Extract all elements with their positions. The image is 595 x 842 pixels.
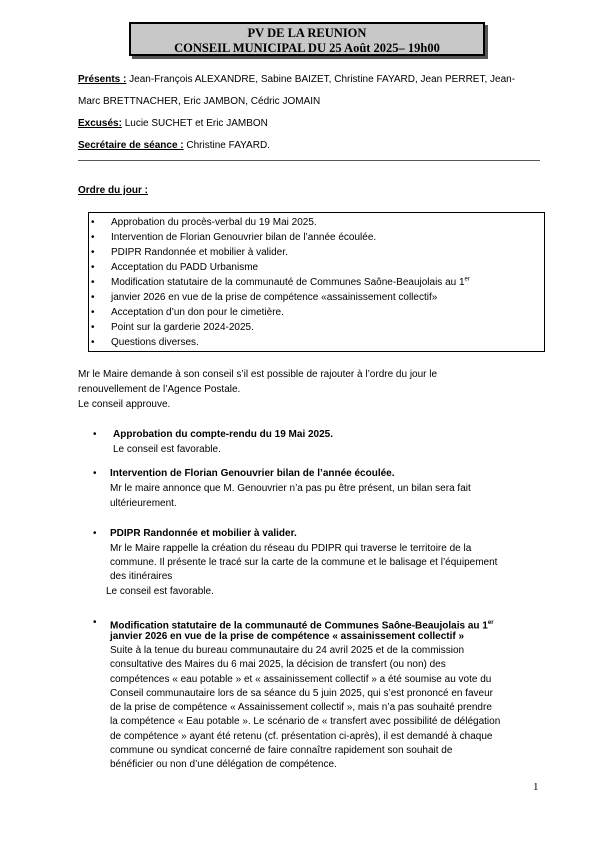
agenda-item: • Acceptation d’un don pour le cimetière. — [111, 305, 544, 320]
section-4-title-text: Modification statutaire de la communauté de Communes Saône-Beaujolais au 1 — [110, 620, 488, 632]
section-2-text-2: ultérieurement. — [110, 498, 177, 509]
section-1-text: Le conseil est favorable. — [113, 444, 221, 455]
section-4-line: de compétence » ayant été retenu (cf. présentation ci-après), il est demandé à chaque — [110, 730, 493, 742]
agenda-item-text: Modification statutaire de la communauté de Communes Saône-Beaujolais au 1 — [111, 277, 465, 288]
section-3-title: PDIPR Randonnée et mobilier à valider. — [110, 528, 297, 539]
section-3-text-2: commune. Il présente le tracé sur la carte de la commune et le balisage et l’équipement — [110, 557, 498, 568]
bullet: • — [93, 528, 97, 539]
section-4-line: Suite à la tenue du bureau communautaire du 24 avril 2025 et de la commission — [110, 645, 465, 656]
page-number: 1 — [533, 781, 539, 793]
section-4-line: de la prise de compétence « Assainissement collectif », mais n’a pas souhaité prendre — [110, 702, 492, 714]
section-3-text-3: des itinéraires — [110, 571, 173, 582]
agenda-item: • Questions diverses. — [111, 335, 544, 350]
secretary-line — [78, 139, 270, 153]
section-3-text-1: Mr le Maire rappelle la création du réseau du PDIPR qui traverse le territoire de la — [110, 543, 472, 554]
document-title — [129, 22, 485, 56]
agenda-item-text: janvier 2026 en vue de la prise de compétence «assainissement collectif» — [111, 292, 438, 303]
present-names-2: Marc BRETTNACHER, Eric JAMBON, Cédric JOMAIN — [78, 96, 321, 107]
bullet: • — [93, 468, 97, 479]
divider — [78, 160, 540, 161]
section-4-title-2: janvier 2026 en vue de la prise de compétence « assainissement collectif » — [110, 631, 465, 642]
bullet: • — [93, 429, 97, 440]
section-4-body — [110, 644, 500, 773]
intro-line-2: renouvellement de l’Agence Postale. — [78, 384, 241, 395]
bullet: • — [93, 617, 97, 628]
agenda-list — [89, 213, 544, 350]
section-4-line: compétences « eau potable » et « assainissement collectif » a été soumise au vote du — [110, 673, 492, 685]
secretary-name: Christine FAYARD. — [183, 140, 270, 151]
agenda-item — [111, 275, 544, 290]
agenda-item: • Intervention de Florian Genouvrier bilan de l’année écoulée. — [111, 230, 544, 245]
secretary-label: Secrétaire de séance : — [78, 140, 184, 151]
agenda-heading: Ordre du jour : — [78, 185, 148, 196]
present-line-1 — [78, 73, 515, 87]
present-names-1: Jean-François ALEXANDRE, Sabine BAIZET, Christine FAYARD, Jean PERRET, Jean- — [126, 74, 516, 85]
intro-line-3: Le conseil approuve. — [78, 399, 171, 410]
section-4-line: Conseil communautaire lors de sa séance du 5 juin 2025, qui s’est prononcé en faveur — [110, 687, 494, 699]
agenda-item: • Acceptation du PADD Urbanisme — [111, 260, 544, 275]
section-4-line: la compétence « Eau potable ». Le scénario de « transfert avec possibilité de délégation — [110, 716, 501, 728]
title-line-2: CONSEIL MUNICIPAL DU 25 Août 2025– 19h00 — [174, 41, 440, 55]
section-3-text-4: Le conseil est favorable. — [106, 586, 214, 597]
superscript: er — [464, 276, 470, 283]
title-line-1: PV DE LA REUNION — [247, 26, 367, 40]
agenda-item: • Approbation du procès-verbal du 19 Mai 2025. — [111, 215, 544, 230]
agenda-item: • PDIPR Randonnée et mobilier à valider. — [111, 245, 544, 260]
section-4-line: bénéficier ou non d’une délégation de compétence. — [110, 759, 337, 771]
agenda-item-continuation — [111, 290, 544, 305]
section-2-title: Intervention de Florian Genouvrier bilan de l’année écoulée. — [110, 468, 395, 479]
section-2-text-1: Mr le maire annonce que M. Genouvrier n’a pas pu être présent, un bilan sera fait — [110, 483, 471, 494]
section-4-line: commune ou syndicat concerné de faire connaître rapidement son souhait de — [110, 745, 453, 757]
excused-line — [78, 117, 268, 131]
section-1-title: Approbation du compte-rendu du 19 Mai 2025. — [113, 429, 334, 440]
excused-label: Excusés: — [78, 118, 122, 129]
intro-line-1: Mr le Maire demande à son conseil s’il est possible de rajouter à l’ordre du jour le — [78, 369, 438, 380]
agenda-item: • Point sur la garderie 2024-2025. — [111, 320, 544, 335]
excused-names: Lucie SUCHET et Eric JAMBON — [121, 118, 268, 129]
superscript: er — [487, 620, 494, 626]
agenda-box — [88, 212, 545, 352]
present-label: Présents : — [78, 74, 127, 85]
section-4-line: consultative des Maires du 6 mai 2025, la décision de transfert (ou non) des — [110, 659, 446, 671]
